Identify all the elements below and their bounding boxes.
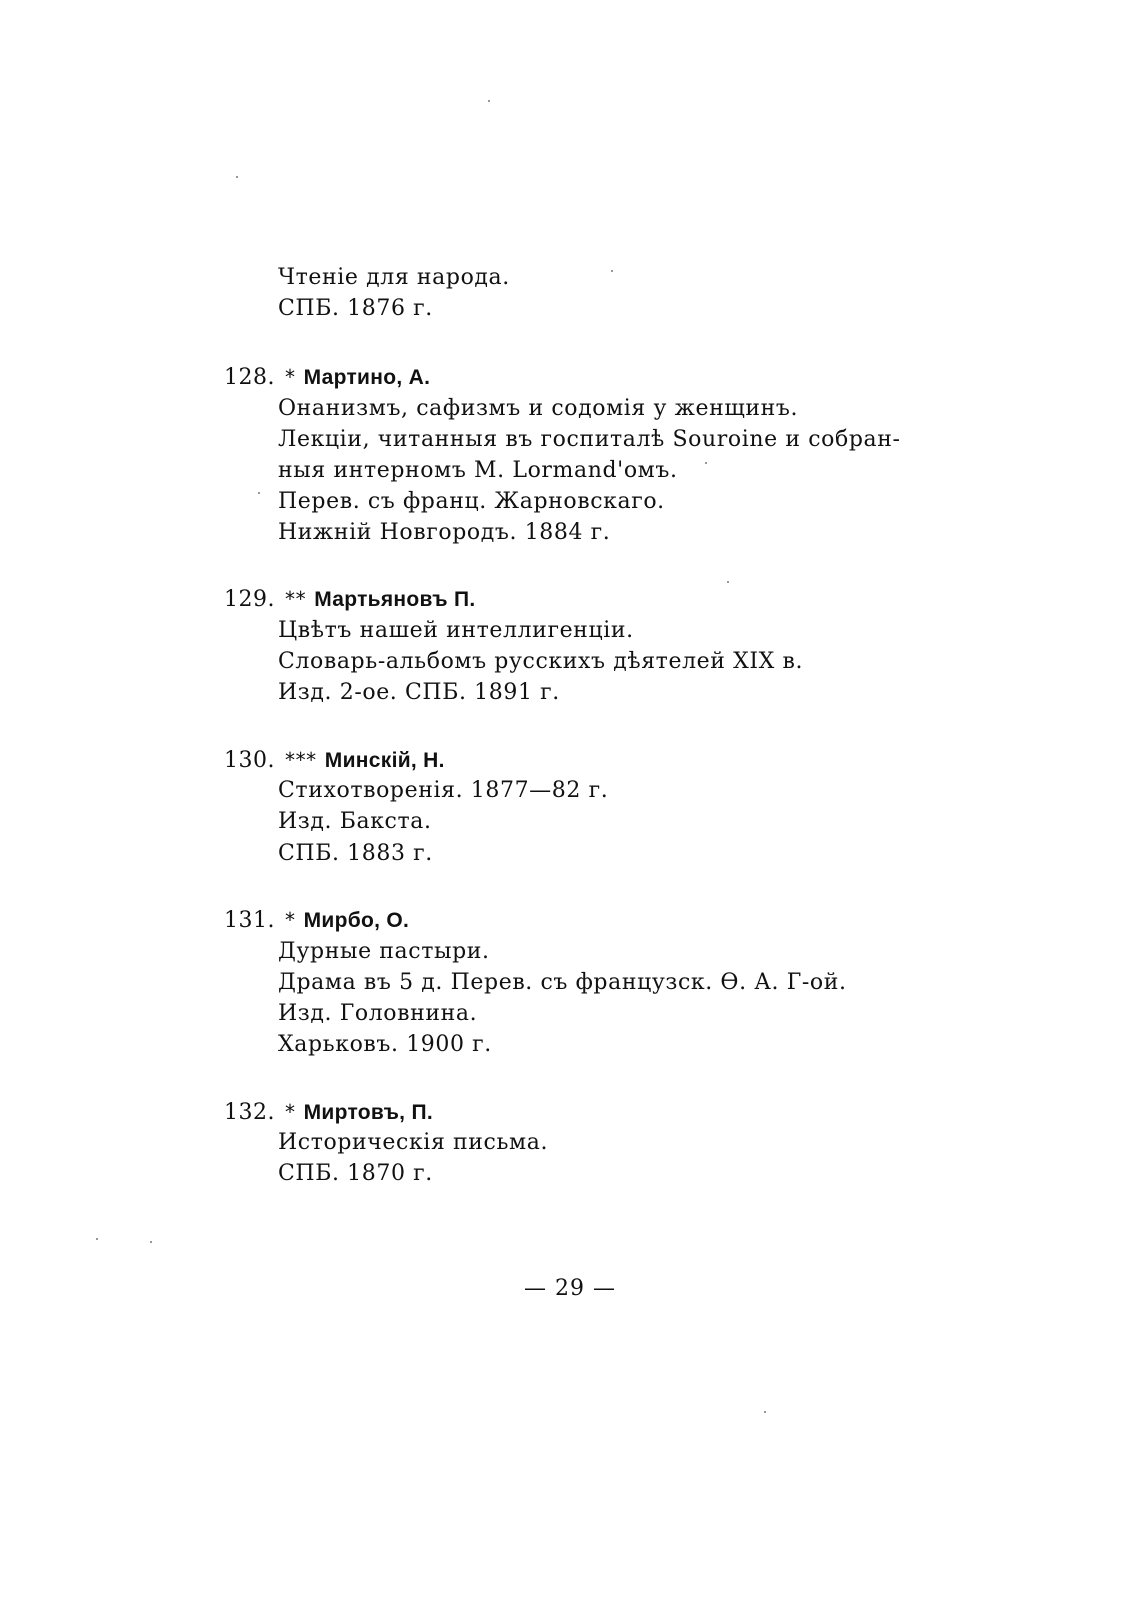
entry-author: Мартьяновъ П. <box>314 588 476 611</box>
entry-text-line: Изд. Бакста. <box>278 809 432 834</box>
entry-text-line: СПБ. 1870 г. <box>278 1161 433 1186</box>
entry-text-line: Изд. Головнина. <box>278 1001 478 1026</box>
entry-text-line: Стихотворенія. 1877—82 г. <box>278 778 609 803</box>
entry-number: 129. <box>224 587 275 612</box>
entry-author: Минскій, Н. <box>324 749 445 772</box>
entry-author: Мартино, А. <box>303 366 431 389</box>
scan-speck <box>488 100 490 102</box>
entry-number: 131. <box>224 908 275 933</box>
entry-text-line: Цвѣтъ нашей интеллигенціи. <box>278 618 634 643</box>
entry-text-line: Чтеніе для народа. <box>278 265 510 290</box>
page-number: — 29 — <box>524 1276 616 1301</box>
scan-speck <box>705 462 707 464</box>
entry-heading <box>224 362 430 393</box>
rarity-mark: *** <box>284 748 317 772</box>
scan-speck <box>727 581 729 583</box>
entry-text-line: ныя интерномъ М. Lormand'омъ. <box>278 458 678 483</box>
entry-author: Мирбо, О. <box>303 909 410 932</box>
entry-text-line: СПБ. 1876 г. <box>278 296 433 321</box>
scan-speck <box>236 176 238 178</box>
entry-text-line: Харьковъ. 1900 г. <box>278 1032 492 1057</box>
entry-heading <box>224 584 476 615</box>
rarity-mark: * <box>284 365 296 389</box>
entry-number: 128. <box>224 365 275 390</box>
entry-text-line: Дурные пастыри. <box>278 939 490 964</box>
entry-text-line: Нижній Новгородъ. 1884 г. <box>278 520 611 545</box>
entry-text-line: Лекціи, читанныя въ госпиталѣ Souroine и собран- <box>278 427 901 452</box>
entry-text-line: Словарь-альбомъ русскихъ дѣятелей XIX в. <box>278 649 804 674</box>
scan-speck <box>764 1411 766 1413</box>
scan-speck <box>258 492 260 494</box>
rarity-mark: ** <box>284 587 307 611</box>
entry-number: 130. <box>224 748 275 773</box>
entry-text-line: Онанизмъ, сафизмъ и содомія у женщинъ. <box>278 396 799 421</box>
entry-text-line: Историческія письма. <box>278 1130 549 1155</box>
entry-text-line: Перев. съ франц. Жарновскаго. <box>278 489 665 514</box>
rarity-mark: * <box>284 908 296 932</box>
scan-speck <box>96 1238 98 1240</box>
entry-heading <box>224 745 445 776</box>
entry-text-line: СПБ. 1883 г. <box>278 841 433 866</box>
rarity-mark: * <box>284 1100 296 1124</box>
entry-heading <box>224 1097 433 1128</box>
entry-text-line: Драма въ 5 д. Перев. съ французск. Ѳ. А. Г-ой. <box>278 970 847 995</box>
entry-heading <box>224 905 409 936</box>
entry-number: 132. <box>224 1100 275 1125</box>
scan-speck <box>611 270 613 272</box>
entry-author: Миртовъ, П. <box>303 1101 433 1124</box>
scan-speck <box>150 1241 152 1243</box>
entry-text-line: Изд. 2-ое. СПБ. 1891 г. <box>278 680 560 705</box>
